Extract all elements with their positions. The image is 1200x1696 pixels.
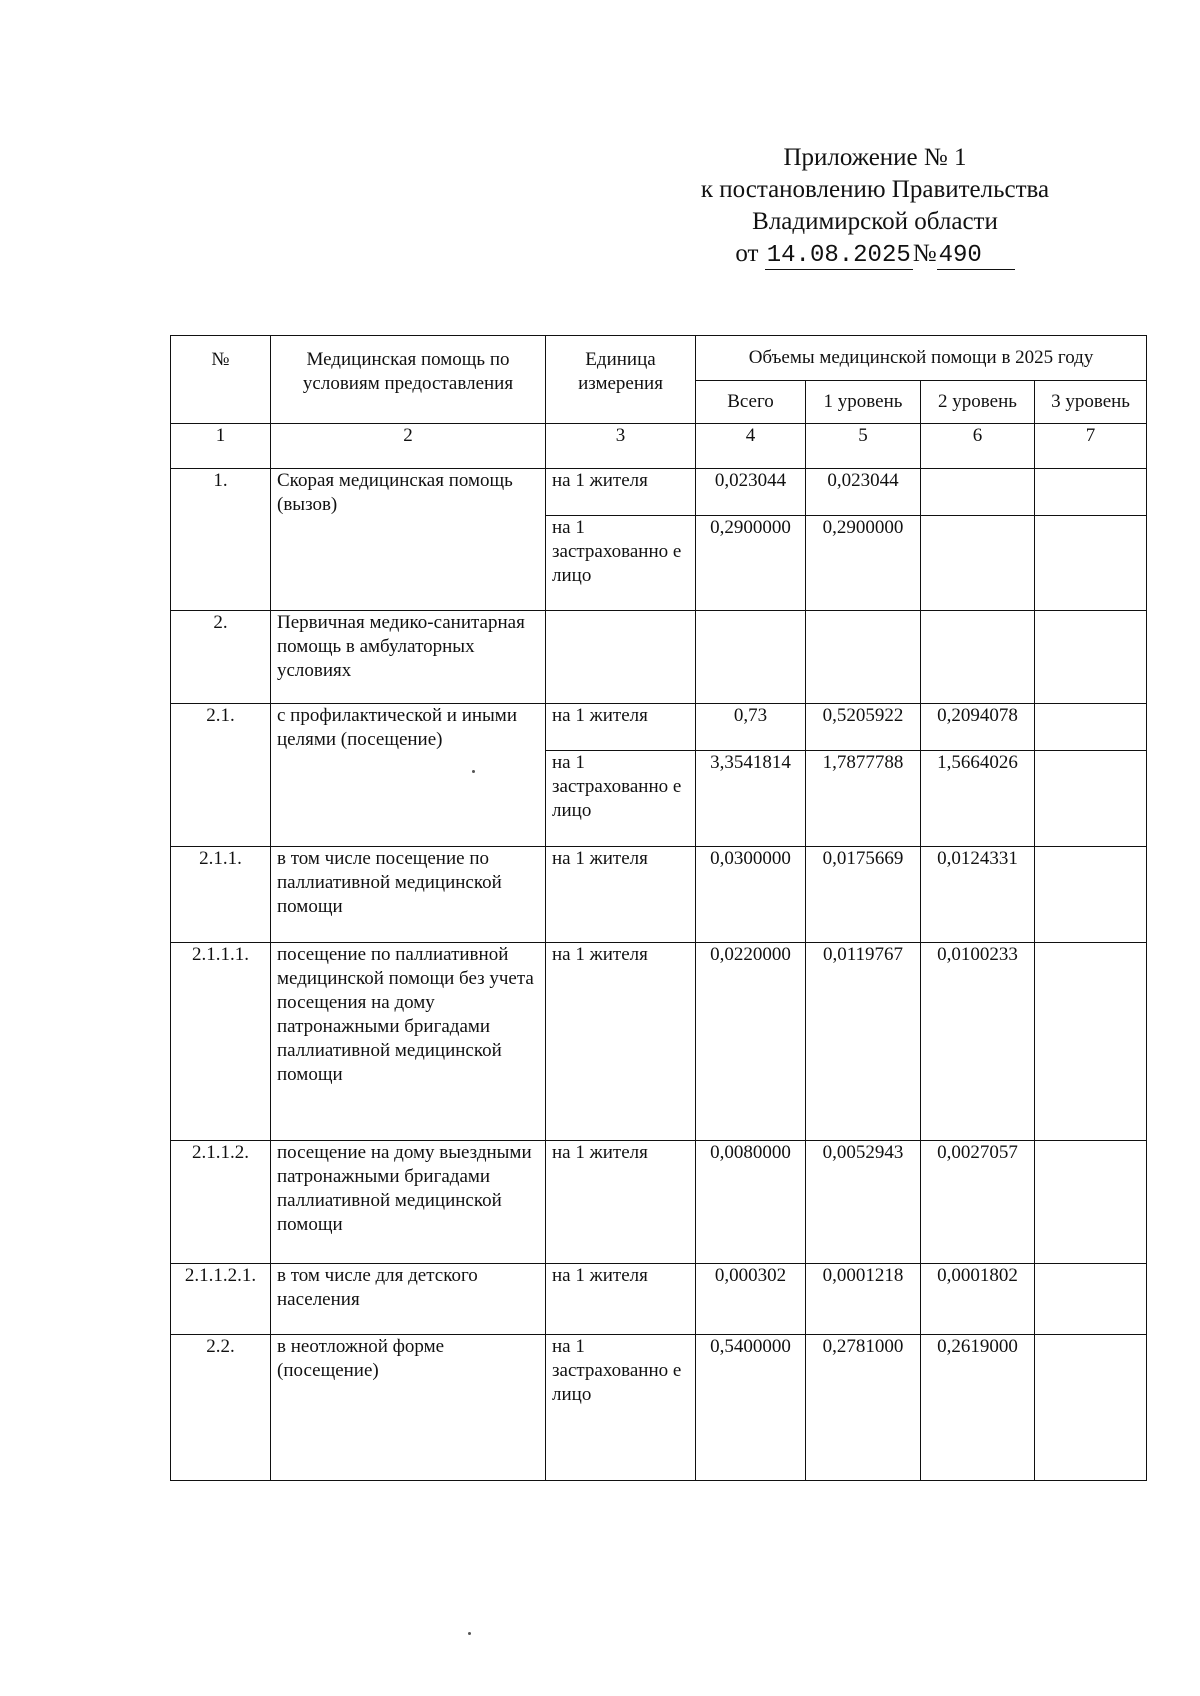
row-total: 3,3541814 (696, 751, 806, 847)
row-assistance: Первичная медико-санитарная помощь в амбулаторных условиях (271, 611, 546, 704)
row-total: 0,5400000 (696, 1335, 806, 1481)
row-number: 1. (171, 469, 271, 611)
date-number-line (640, 238, 1110, 270)
row-assistance: посещение по паллиативной медицинской помощи без учета посещения на дому патронажными бригадами паллиативной медицинской помощи (271, 943, 546, 1141)
row-unit: на 1 застрахованно е лицо (546, 751, 696, 847)
row-level-2: 0,0001802 (921, 1264, 1035, 1335)
row-level-2 (921, 516, 1035, 611)
row-level-3 (1035, 1141, 1147, 1264)
column-number: 7 (1035, 424, 1147, 469)
column-number: 1 (171, 424, 271, 469)
column-number: 6 (921, 424, 1035, 469)
row-assistance: Скорая медицинская помощь (вызов) (271, 469, 546, 611)
appendix-title: Приложение № 1 (783, 144, 967, 171)
row-level-3 (1035, 516, 1147, 611)
row-level-2: 0,2094078 (921, 704, 1035, 751)
row-assistance: в том числе посещение по паллиативной медицинской помощи (271, 847, 546, 943)
row-level-1: 0,2781000 (806, 1335, 921, 1481)
row-level-1: 0,0175669 (806, 847, 921, 943)
row-level-2: 0,0027057 (921, 1141, 1035, 1264)
row-unit: на 1 жителя (546, 943, 696, 1141)
row-unit: на 1 жителя (546, 1264, 696, 1335)
row-level-1 (806, 611, 921, 704)
row-total: 0,023044 (696, 469, 806, 516)
row-number: 2.1. (171, 704, 271, 847)
row-level-1: 0,2900000 (806, 516, 921, 611)
row-level-3 (1035, 469, 1147, 516)
row-level-1: 0,023044 (806, 469, 921, 516)
row-assistance: в неотложной форме (посещение) (271, 1335, 546, 1481)
row-unit (546, 611, 696, 704)
row-assistance: в том числе для детского населения (271, 1264, 546, 1335)
header-assistance: Медицинская помощь по условиям предоставления (271, 336, 546, 424)
row-total: 0,2900000 (696, 516, 806, 611)
row-level-1: 0,0001218 (806, 1264, 921, 1335)
row-level-1: 1,7877788 (806, 751, 921, 847)
header-level-1: 1 уровень (806, 381, 921, 424)
row-level-3 (1035, 1264, 1147, 1335)
row-level-1: 0,5205922 (806, 704, 921, 751)
row-level-1: 0,0052943 (806, 1141, 921, 1264)
date-prefix: от (735, 240, 759, 267)
resolution-number: 490 (937, 243, 1015, 270)
header-num: № (171, 336, 271, 424)
row-number: 2. (171, 611, 271, 704)
row-level-3 (1035, 751, 1147, 847)
table-row (171, 943, 1147, 1141)
row-number: 2.2. (171, 1335, 271, 1481)
header-level-3: 3 уровень (1035, 381, 1147, 424)
header-total: Всего (696, 381, 806, 424)
row-level-3 (1035, 704, 1147, 751)
header-level-2: 2 уровень (921, 381, 1035, 424)
header-volumes: Объемы медицинской помощи в 2025 году (696, 336, 1147, 381)
column-number: 5 (806, 424, 921, 469)
row-level-2: 0,2619000 (921, 1335, 1035, 1481)
table-row (171, 1141, 1147, 1264)
row-number: 2.1.1. (171, 847, 271, 943)
row-level-2: 0,0124331 (921, 847, 1035, 943)
row-total: 0,73 (696, 704, 806, 751)
table-row (171, 704, 1147, 751)
row-assistance: с профилактической и иными целями (посещение) (271, 704, 546, 847)
row-total: 0,000302 (696, 1264, 806, 1335)
table-row (171, 847, 1147, 943)
row-unit: на 1 застрахованно е лицо (546, 1335, 696, 1481)
row-level-2: 1,5664026 (921, 751, 1035, 847)
table-row (171, 469, 1147, 516)
row-level-3 (1035, 847, 1147, 943)
document-header (640, 142, 1110, 270)
column-number: 2 (271, 424, 546, 469)
row-unit: на 1 жителя (546, 469, 696, 516)
column-number: 4 (696, 424, 806, 469)
column-number: 3 (546, 424, 696, 469)
row-level-2 (921, 611, 1035, 704)
table-row (171, 1264, 1147, 1335)
row-total: 0,0300000 (696, 847, 806, 943)
row-level-2 (921, 469, 1035, 516)
row-number: 2.1.1.2.1. (171, 1264, 271, 1335)
column-numbers-row (171, 424, 1147, 469)
scan-speck (472, 770, 475, 773)
table-row (171, 1335, 1147, 1481)
row-total (696, 611, 806, 704)
row-level-3 (1035, 1335, 1147, 1481)
scan-speck (468, 1632, 471, 1635)
row-unit: на 1 жителя (546, 847, 696, 943)
header-unit: Единица измерения (546, 336, 696, 424)
region-line: Владимирской области (752, 208, 998, 235)
resolution-line: к постановлению Правительства (700, 176, 1050, 203)
row-total: 0,0080000 (696, 1141, 806, 1264)
number-sign: № (912, 240, 937, 267)
row-number: 2.1.1.1. (171, 943, 271, 1141)
row-level-2: 0,0100233 (921, 943, 1035, 1141)
row-number: 2.1.1.2. (171, 1141, 271, 1264)
row-total: 0,0220000 (696, 943, 806, 1141)
resolution-date: 14.08.2025 (766, 242, 911, 269)
row-unit: на 1 застрахованно е лицо (546, 516, 696, 611)
row-level-1: 0,0119767 (806, 943, 921, 1141)
medical-volumes-table (170, 335, 1147, 1481)
table-header-row (171, 336, 1147, 381)
row-level-3 (1035, 943, 1147, 1141)
row-assistance: посещение на дому выездными патронажными бригадами паллиативной медицинской помощи (271, 1141, 546, 1264)
row-level-3 (1035, 611, 1147, 704)
row-unit: на 1 жителя (546, 704, 696, 751)
table-row (171, 611, 1147, 704)
row-unit: на 1 жителя (546, 1141, 696, 1264)
